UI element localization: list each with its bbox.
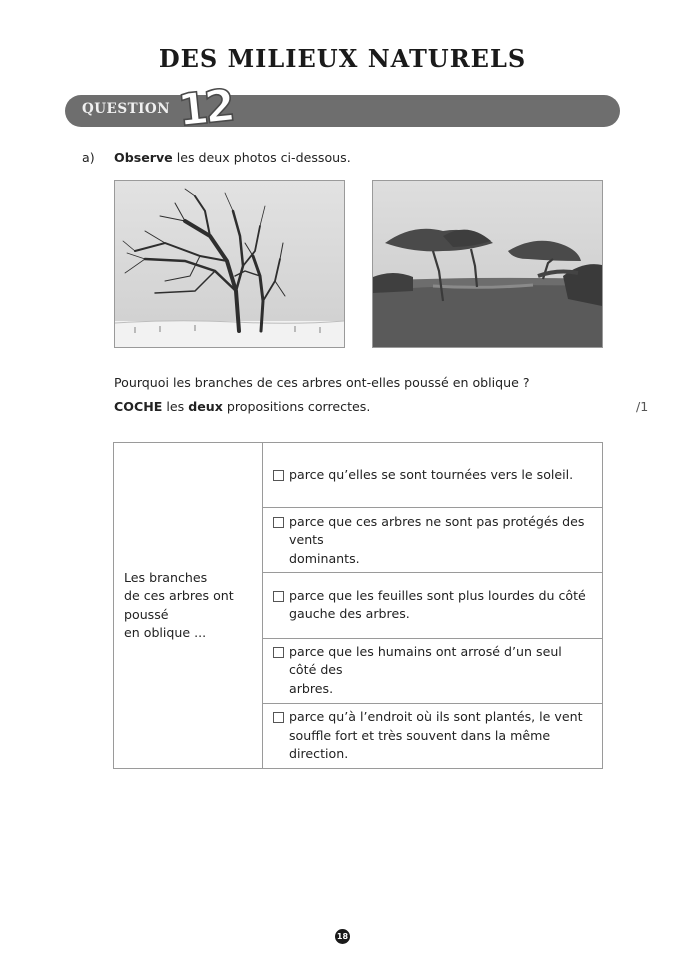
option-2[interactable] bbox=[263, 508, 603, 573]
page-number: 18 bbox=[335, 929, 350, 944]
score-label: /1 bbox=[636, 399, 649, 414]
checkbox-option-3[interactable] bbox=[273, 591, 284, 602]
stem-line: de ces arbres ont bbox=[124, 588, 234, 603]
stem-cell bbox=[114, 443, 263, 769]
checkbox-option-1[interactable] bbox=[273, 470, 284, 481]
answer-table bbox=[113, 442, 603, 769]
option-text: parce qu’à l’endroit où ils sont plantés, le vent bbox=[289, 709, 583, 725]
option-5[interactable] bbox=[263, 703, 603, 768]
coche-mid: les bbox=[166, 399, 185, 414]
stem-line: en oblique ... bbox=[124, 625, 207, 640]
coche-verb: COCHE bbox=[114, 399, 163, 414]
part-a-instruction bbox=[114, 150, 351, 165]
tree-snow-photo bbox=[114, 180, 345, 348]
option-text: parce que les humains ont arrosé d’un seul côté des bbox=[289, 643, 562, 678]
instruction-text: les deux photos ci-dessous. bbox=[176, 150, 351, 165]
question-text: Pourquoi les branches de ces arbres ont-elles poussé en oblique ? bbox=[114, 375, 530, 390]
option-text: arbres. bbox=[289, 680, 334, 696]
stem-line: poussé bbox=[124, 606, 169, 622]
option-4[interactable] bbox=[263, 638, 603, 703]
option-text: parce que ces arbres ne sont pas protégés des vents bbox=[289, 513, 585, 548]
option-text: parce qu’elles se sont tournées vers le soleil. bbox=[289, 466, 574, 482]
option-text: parce que les feuilles sont plus lourdes du côté bbox=[289, 587, 586, 603]
option-text: gauche des arbres. bbox=[289, 606, 410, 622]
option-text: dominants. bbox=[289, 550, 360, 566]
option-1[interactable] bbox=[263, 443, 603, 508]
instruction-verb: Observe bbox=[114, 150, 173, 165]
checkbox-option-5[interactable] bbox=[273, 712, 284, 723]
option-text: souffle fort et très souvent dans la même direction. bbox=[289, 727, 551, 762]
question-label: QUESTION bbox=[82, 101, 171, 117]
coche-rest: propositions correctes. bbox=[226, 399, 371, 414]
checkbox-option-4[interactable] bbox=[273, 647, 284, 658]
checkbox-option-2[interactable] bbox=[273, 517, 284, 528]
stem-line: Les branches bbox=[124, 569, 208, 585]
coche-count: deux bbox=[188, 399, 223, 414]
page-title: DES MILIEUX NATURELS bbox=[158, 44, 527, 73]
wind-bent-trees-photo bbox=[372, 180, 603, 348]
coche-instruction bbox=[114, 399, 370, 414]
part-marker: a) bbox=[82, 150, 95, 165]
question-number: 12 bbox=[175, 80, 234, 137]
option-3[interactable] bbox=[263, 573, 603, 638]
